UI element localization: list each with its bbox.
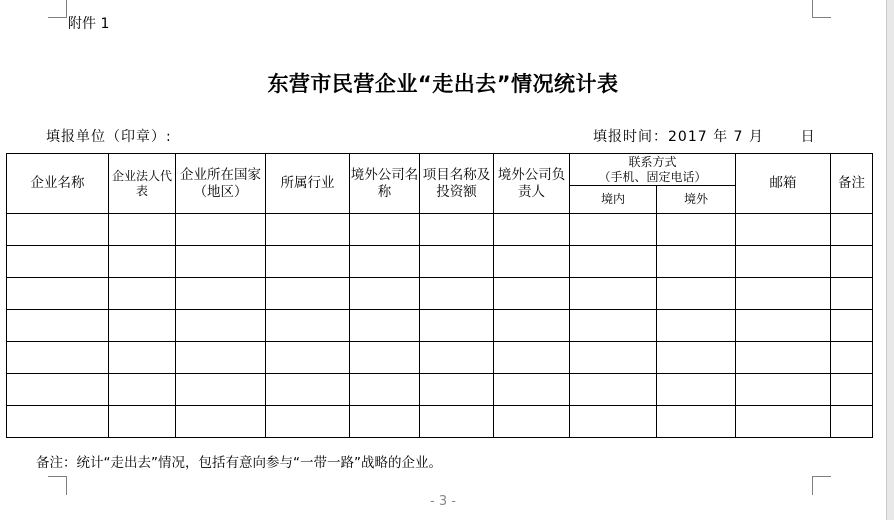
table-cell[interactable] xyxy=(350,278,420,310)
table-cell[interactable] xyxy=(420,310,494,342)
header-overseas-company: 境外公司名称 xyxy=(350,154,420,214)
table-cell[interactable] xyxy=(176,374,266,406)
table-cell[interactable] xyxy=(350,342,420,374)
table-cell[interactable] xyxy=(109,246,176,278)
table-cell[interactable] xyxy=(176,310,266,342)
header-industry: 所属行业 xyxy=(266,154,350,214)
table-cell[interactable] xyxy=(266,406,350,438)
table-cell[interactable] xyxy=(570,310,657,342)
table-cell[interactable] xyxy=(266,246,350,278)
fill-date-text: 填报时间：2017 年 7 月 xyxy=(593,129,764,145)
header-company-name: 企业名称 xyxy=(7,154,109,214)
statistics-table xyxy=(6,153,873,438)
table-cell[interactable] xyxy=(176,246,266,278)
table-cell[interactable] xyxy=(657,278,736,310)
page-number: - 3 - xyxy=(430,494,456,509)
header-overseas-manager: 境外公司负责人 xyxy=(494,154,570,214)
table-cell[interactable] xyxy=(176,214,266,246)
table-cell[interactable] xyxy=(494,310,570,342)
table-cell[interactable] xyxy=(7,406,109,438)
header-country: 企业所在国家（地区） xyxy=(176,154,266,214)
crop-mark-top-right xyxy=(812,0,831,18)
table-cell[interactable] xyxy=(176,406,266,438)
crop-mark-bottom-right xyxy=(812,476,831,495)
table-cell[interactable] xyxy=(657,214,736,246)
table-cell[interactable] xyxy=(420,342,494,374)
table-cell[interactable] xyxy=(494,278,570,310)
table-cell[interactable] xyxy=(350,374,420,406)
table-cell[interactable] xyxy=(350,246,420,278)
table-cell[interactable] xyxy=(109,374,176,406)
table-body xyxy=(7,214,873,438)
table-cell[interactable] xyxy=(176,342,266,374)
header-domestic: 境内 xyxy=(570,186,657,214)
table-cell[interactable] xyxy=(736,342,831,374)
header-contact-line2: （手机、固定电话） xyxy=(598,169,707,184)
fill-date-day: 日 xyxy=(800,129,816,145)
table-cell[interactable] xyxy=(570,374,657,406)
attachment-label: 附件 1 xyxy=(68,16,110,32)
table-row xyxy=(7,342,873,374)
table-cell[interactable] xyxy=(420,214,494,246)
table-cell[interactable] xyxy=(7,214,109,246)
table-cell[interactable] xyxy=(494,374,570,406)
table-cell[interactable] xyxy=(657,374,736,406)
table-cell[interactable] xyxy=(420,246,494,278)
table-cell[interactable] xyxy=(736,406,831,438)
table-cell[interactable] xyxy=(350,310,420,342)
table-cell[interactable] xyxy=(266,214,350,246)
header-legal-rep: 企业法人代表 xyxy=(109,154,176,214)
table-cell[interactable] xyxy=(266,374,350,406)
table-cell[interactable] xyxy=(7,342,109,374)
table-cell[interactable] xyxy=(736,310,831,342)
table-cell[interactable] xyxy=(109,310,176,342)
header-contact xyxy=(570,154,736,186)
header-email: 邮箱 xyxy=(736,154,831,214)
table-cell[interactable] xyxy=(494,246,570,278)
table-cell[interactable] xyxy=(570,406,657,438)
table-cell[interactable] xyxy=(736,214,831,246)
header-contact-line1: 联系方式 xyxy=(628,154,677,169)
table-cell[interactable] xyxy=(420,278,494,310)
table-cell[interactable] xyxy=(420,406,494,438)
table-cell[interactable] xyxy=(831,246,873,278)
table-cell[interactable] xyxy=(266,342,350,374)
table-cell[interactable] xyxy=(657,310,736,342)
table-cell[interactable] xyxy=(657,246,736,278)
table-cell[interactable] xyxy=(494,214,570,246)
table-cell[interactable] xyxy=(657,342,736,374)
table-cell[interactable] xyxy=(831,278,873,310)
table-cell[interactable] xyxy=(570,246,657,278)
table-cell[interactable] xyxy=(494,342,570,374)
header-overseas: 境外 xyxy=(657,186,736,214)
table-row xyxy=(7,310,873,342)
table-cell[interactable] xyxy=(7,310,109,342)
table-cell[interactable] xyxy=(494,406,570,438)
table-row xyxy=(7,374,873,406)
table-cell[interactable] xyxy=(831,342,873,374)
table-cell[interactable] xyxy=(109,214,176,246)
scrollbar-edge[interactable] xyxy=(886,0,894,520)
table-cell[interactable] xyxy=(109,406,176,438)
table-row xyxy=(7,406,873,438)
table-cell[interactable] xyxy=(831,374,873,406)
table-cell[interactable] xyxy=(831,406,873,438)
table-row xyxy=(7,214,873,246)
table-row xyxy=(7,246,873,278)
table-cell[interactable] xyxy=(350,214,420,246)
table-cell[interactable] xyxy=(657,406,736,438)
table-cell[interactable] xyxy=(109,342,176,374)
table-cell[interactable] xyxy=(736,278,831,310)
table-cell[interactable] xyxy=(266,278,350,310)
table-row xyxy=(7,278,873,310)
table-cell[interactable] xyxy=(7,374,109,406)
table-cell[interactable] xyxy=(570,342,657,374)
fill-date-label xyxy=(593,126,820,146)
header-remark: 备注 xyxy=(831,154,873,214)
table-cell[interactable] xyxy=(7,246,109,278)
footnote: 备注：统计“走出去”情况，包括有意向参与“一带一路”战略的企业。 xyxy=(36,455,442,471)
table-cell[interactable] xyxy=(176,278,266,310)
table-cell[interactable] xyxy=(831,214,873,246)
table-cell[interactable] xyxy=(350,406,420,438)
table-cell[interactable] xyxy=(831,310,873,342)
table-cell[interactable] xyxy=(570,214,657,246)
table-cell[interactable] xyxy=(736,374,831,406)
crop-mark-bottom-left xyxy=(48,476,67,495)
document-title: 东营市民营企业“走出去”情况统计表 xyxy=(267,72,619,96)
table-cell[interactable] xyxy=(570,278,657,310)
table-cell[interactable] xyxy=(266,310,350,342)
crop-mark-top-left xyxy=(48,0,67,18)
table-cell[interactable] xyxy=(7,278,109,310)
header-project: 项目名称及投资额 xyxy=(420,154,494,214)
table-cell[interactable] xyxy=(736,246,831,278)
fill-unit-label: 填报单位（印章）: xyxy=(46,129,172,145)
table-cell[interactable] xyxy=(109,278,176,310)
table-cell[interactable] xyxy=(420,374,494,406)
